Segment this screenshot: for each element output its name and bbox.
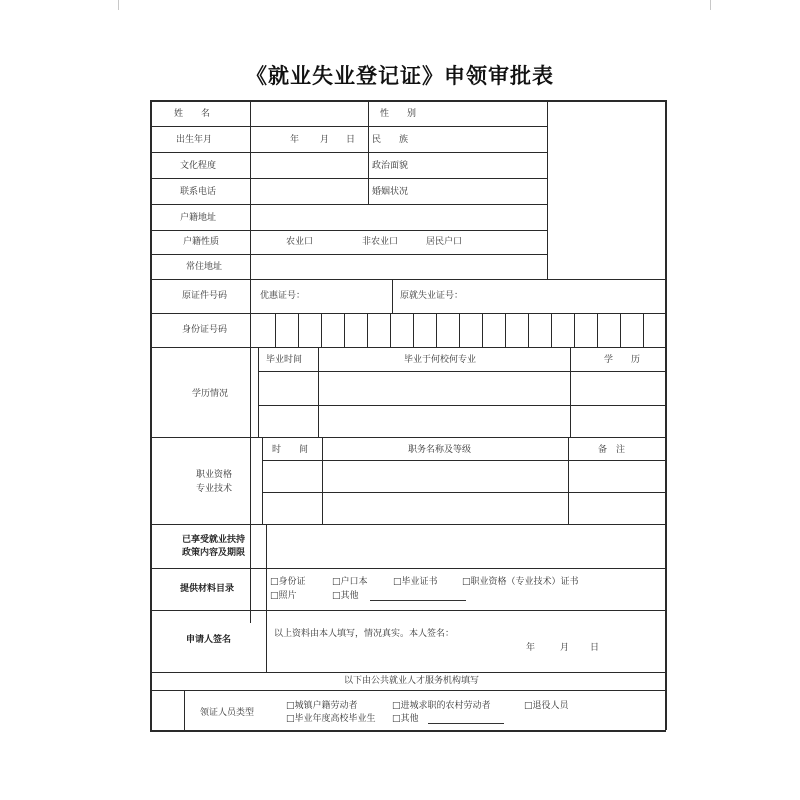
political-label: 政治面貌 — [372, 161, 409, 171]
unemployment-cert-label: 原就失业证号： — [400, 291, 464, 301]
category-other-line — [428, 723, 504, 724]
material-qualification-cert: □职业资格（专业技术）证书 — [462, 577, 579, 587]
material-hukou-book: □户口本 — [332, 577, 368, 587]
material-diploma: □毕业证书 — [393, 577, 438, 587]
page-title: 《就业失业登记证》申领审批表 — [246, 64, 554, 88]
category-other: □其他 — [392, 714, 419, 724]
material-id-card: □身份证 — [270, 577, 306, 587]
hukou-address-label: 户籍地址 — [180, 213, 217, 223]
hukou-opt-agricultural: 农业口 — [286, 237, 314, 247]
qual-time-header: 时 间 — [272, 445, 309, 455]
graduation-time-header: 毕业时间 — [266, 355, 303, 365]
materials-label: 提供材料目录 — [180, 584, 235, 594]
policy-label-1: 已享受就业扶持 — [182, 535, 246, 545]
education-level-label: 文化程度 — [180, 161, 217, 171]
preferential-cert-label: 优惠证号： — [260, 291, 306, 301]
policy-label-2: 政策内容及期限 — [182, 548, 246, 558]
category-label: 领证人员类型 — [200, 708, 255, 718]
sign-year: 年 — [526, 643, 536, 653]
applicant-statement: 以上资料由本人填写，情况真实。本人签名： — [274, 629, 455, 639]
birth-day: 日 — [346, 135, 356, 145]
birth-month: 月 — [320, 135, 330, 145]
sign-month: 月 — [560, 643, 570, 653]
category-rural: □进城求职的农村劳动者 — [392, 701, 491, 711]
hukou-opt-resident: 居民户口 — [426, 237, 463, 247]
qualification-label-1: 职业资格 — [196, 470, 233, 480]
ethnicity-label: 民 族 — [372, 135, 409, 145]
name-label: 姓 名 — [174, 109, 211, 119]
agency-note: 以下由公共就业人才服务机构填写 — [344, 676, 480, 686]
applicant-signature-label: 申请人签名 — [186, 635, 232, 645]
qual-remarks-header: 备 注 — [598, 445, 626, 455]
id-number-label: 身份证号码 — [182, 325, 228, 335]
material-other-line — [370, 600, 466, 601]
birth-year: 年 — [290, 135, 300, 145]
category-veteran: □退役人员 — [524, 701, 569, 711]
birth-label: 出生年月 — [176, 135, 213, 145]
category-graduate: □毕业年度高校毕业生 — [286, 714, 376, 724]
hukou-opt-nonagricultural: 非农业口 — [362, 237, 399, 247]
phone-label: 联系电话 — [180, 187, 217, 197]
marital-label: 婚姻状况 — [372, 187, 409, 197]
education-history-label: 学历情况 — [192, 389, 229, 399]
school-major-header: 毕业于何校何专业 — [404, 355, 477, 365]
qualification-label-2: 专业技术 — [196, 484, 233, 494]
hukou-type-label: 户籍性质 — [183, 237, 220, 247]
material-other: □其他 — [332, 591, 359, 601]
gender-label: 性 别 — [380, 109, 417, 119]
material-photo: □照片 — [270, 591, 297, 601]
category-urban: □城镇户籍劳动者 — [286, 701, 358, 711]
sign-day: 日 — [590, 643, 600, 653]
original-cert-label: 原证件号码 — [182, 291, 228, 301]
qual-title-header: 职务名称及等级 — [408, 445, 472, 455]
degree-header: 学 历 — [604, 355, 641, 365]
residence-label: 常住地址 — [186, 262, 223, 272]
